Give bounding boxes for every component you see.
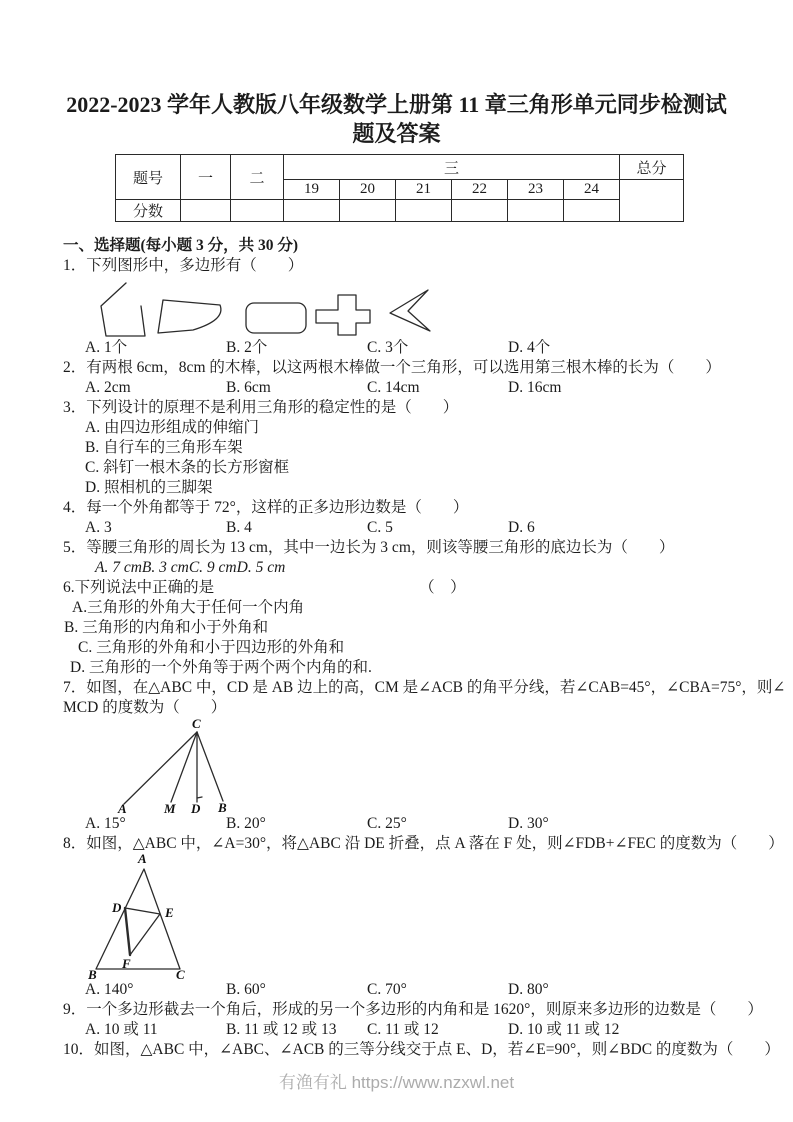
question-1-options — [63, 338, 758, 358]
table-cell-q23: 23 — [508, 180, 564, 200]
question-6-text: 6.下列说法中正确的是 — [63, 579, 215, 596]
figure-label-f: F — [122, 956, 131, 971]
table-cell-q20: 20 — [340, 180, 396, 200]
option-b: B. 2个 — [226, 339, 268, 356]
table-cell-q24: 24 — [564, 180, 620, 200]
option-a: A. 140° — [85, 981, 134, 998]
ray-c-m — [171, 732, 197, 802]
figure-label-m: M — [164, 801, 176, 814]
option-c: C. 3个 — [367, 339, 409, 356]
option-c: C. 25° — [367, 815, 407, 832]
option-c: C. 斜钉一根木条的长方形窗框 — [85, 459, 290, 476]
option-d: D. 照相机的三脚架 — [85, 479, 213, 496]
option-c: C. 5 — [367, 519, 393, 536]
table-cell-blank — [181, 200, 231, 222]
option-c: C. 三角形的外角和小于四边形的外角和 — [78, 639, 345, 656]
option-d: D. 4个 — [508, 339, 551, 356]
option-a: A. 10 或 11 — [85, 1021, 158, 1038]
question-4-text: 4．每一个外角都等于 72°，这样的正多边形边数是（ ） — [63, 499, 469, 516]
option-b: B. 4 — [226, 519, 252, 536]
question-6-bracket: （ ） — [419, 579, 466, 596]
question-1-text: 1．下列图形中，多边形有（ ） — [63, 257, 304, 274]
question-9-text: 9．一个多边形截去一个角后，形成的另一个多边形的内角和是 1620°，则原来多边形的边数是（ ） — [63, 1001, 763, 1018]
option-b: B. 6cm — [226, 379, 271, 396]
option-b: B. 11 或 12 或 13 — [226, 1021, 337, 1038]
table-cell-total-blank — [620, 180, 684, 222]
table-cell-blank — [340, 200, 396, 222]
cross-shape — [316, 295, 370, 335]
table-cell-score-label: 分数 — [116, 200, 181, 222]
question-5-text: 5．等腰三角形的周长为 13 cm，其中一边长为 3 cm，则该等腰三角形的底边长为（ ） — [63, 539, 675, 556]
question-7-text-line1: 7．如图，在△ABC 中，CD 是 AB 边上的高，CM 是∠ACB 的角平分线，若∠CAB=45°，∠CBA=75°，则∠ — [63, 679, 786, 696]
segment-e-f — [130, 914, 160, 955]
question-1-figure — [73, 276, 458, 338]
page-title — [0, 0, 793, 148]
figure-label-b: B — [88, 967, 97, 980]
page-footer: 有渔有礼 https://www.nzxwl.net — [278, 1073, 515, 1092]
curved-quadrilateral-shape — [158, 300, 221, 333]
option-a: A.三角形的外角大于任何一个内角 — [72, 599, 305, 616]
right-angle-tick — [197, 797, 202, 798]
option-c: C. 14cm — [367, 379, 420, 396]
option-d: D. 6 — [508, 519, 535, 536]
table-cell-q22: 22 — [452, 180, 508, 200]
option-d: D. 16cm — [508, 379, 562, 396]
score-table — [115, 154, 684, 222]
option-d: D. 三角形的一个外角等于两个两个内角的和. — [70, 659, 372, 676]
option-a: A. 2cm — [85, 379, 131, 396]
figure-label-c: C — [176, 967, 185, 980]
rounded-rectangle-shape — [246, 303, 306, 333]
option-a: A. 1个 — [85, 339, 128, 356]
table-cell-question-number: 题号 — [116, 155, 181, 200]
question-5-options: A. 7 cmB. 3 cmC. 9 cmD. 5 cm — [95, 559, 286, 576]
table-cell-blank — [396, 200, 452, 222]
option-b: B. 60° — [226, 981, 266, 998]
option-d: D. 80° — [508, 981, 549, 998]
option-c: C. 70° — [367, 981, 407, 998]
page-title-line2: 题及答案 — [352, 121, 441, 146]
option-d: D. 10 或 11 或 12 — [508, 1021, 620, 1038]
figure-label-b: B — [218, 800, 227, 814]
table-cell-blank — [231, 200, 284, 222]
option-b: B. 三角形的内角和小于外角和 — [64, 619, 269, 636]
page-title-line1: 2022-2023 学年人教版八年级数学上册第 11 章三角形单元同步检测试 — [66, 92, 727, 117]
question-6-text-row — [63, 578, 758, 598]
option-a: A. 由四边形组成的伸缩门 — [85, 419, 259, 436]
table-cell-section-one: 一 — [181, 155, 231, 200]
table-cell-blank — [564, 200, 620, 222]
figure-label-a: A — [138, 854, 147, 866]
figure-label-d: D — [112, 900, 122, 915]
option-b: B. 自行车的三角形车架 — [85, 439, 243, 456]
table-cell-q19: 19 — [284, 180, 340, 200]
ray-c-b — [197, 732, 223, 801]
table-cell-blank — [284, 200, 340, 222]
figure-label-a: A — [118, 801, 127, 814]
section-heading: 一、选择题(每小题 3 分，共 30 分) — [63, 237, 299, 254]
question-7-figure — [97, 718, 247, 814]
figure-label-e: E — [165, 905, 174, 920]
question-8-options — [63, 980, 758, 1000]
figure-label-d: D — [191, 801, 201, 814]
question-9-options — [63, 1020, 758, 1040]
ray-c-a — [124, 732, 197, 804]
segment-d-f — [125, 908, 130, 955]
question-7-text-line2: MCD 的度数为（ ） — [63, 699, 227, 716]
option-c: C. 11 或 12 — [367, 1021, 439, 1038]
question-2-options — [63, 378, 758, 398]
question-3-options — [63, 418, 758, 498]
table-cell-blank — [452, 200, 508, 222]
option-b: B. 20° — [226, 815, 266, 832]
option-a: A. 15° — [85, 815, 126, 832]
figure-label-c: C — [192, 718, 201, 731]
question-7-options — [63, 814, 758, 834]
option-a: A. 3 — [85, 519, 112, 536]
option-d: D. 30° — [508, 815, 549, 832]
open-polygon-shape — [101, 283, 145, 336]
question-10-text: 10．如图，△ABC 中，∠ABC、∠ACB 的三等分线交于点 E、D，若∠E=90°，则∠BDC 的度数为（ ） — [63, 1041, 780, 1058]
table-cell-section-two: 二 — [231, 155, 284, 200]
table-cell-section-three: 三 — [284, 155, 620, 180]
arrow-shape — [390, 290, 430, 331]
question-4-options — [63, 518, 758, 538]
question-2-text: 2．有两根 6cm，8cm 的木棒，以这两根木棒做一个三角形，可以选用第三根木棒的长为（ ） — [63, 359, 721, 376]
table-cell-blank — [508, 200, 564, 222]
table-cell-total: 总分 — [620, 155, 684, 180]
questions-content — [63, 236, 786, 1060]
table-cell-q21: 21 — [396, 180, 452, 200]
question-8-figure — [88, 854, 198, 980]
question-8-text: 8．如图，△ABC 中，∠A=30°，将△ABC 沿 DE 折叠，点 A 落在 F 处，则∠FDB+∠FEC 的度数为（ ） — [63, 835, 784, 852]
question-6-options — [63, 598, 758, 678]
question-3-text: 3．下列设计的原理不是利用三角形的稳定性的是（ ） — [63, 399, 459, 416]
segment-d-e — [125, 908, 160, 914]
